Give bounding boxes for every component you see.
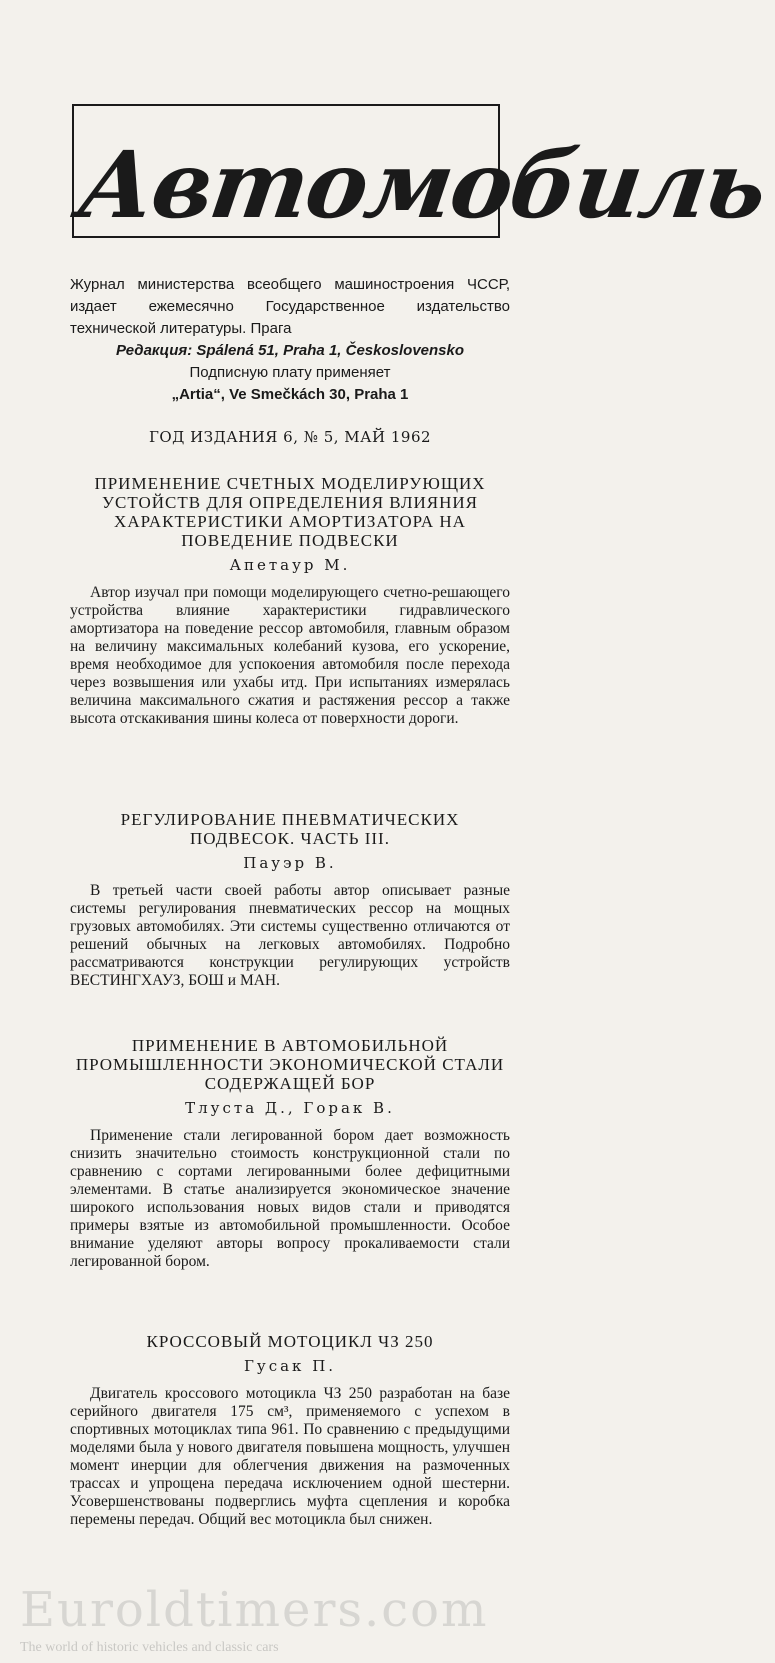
article-summary: Автор изучал при помощи моделирующего счетно-решающего устройства влияние характеристики гидравлического амортизатора на поведение рессор автомобиля, главным образом на величину максимальных колебаний кузова, его ускорение, время необходимое для успокоения автомобиля после перехода через возвышения или ухабы итд. При испытаниях измерялась величина максимального сжатия и растяжения рессор а также высота отскакивания шины колеса от поверхности дороги. xyxy=(70,584,510,727)
agency-address: „Artia“, Ve Smečkách 30, Praha 1 xyxy=(171,386,409,403)
article-summary: Применение стали легированной бором дает возможность снизить значительно стоимость конструкционной стали по сравнению с сортами легированными более дефицитными элементами. В статье анализируется экономическое значение широкого использования новых видов стали и приводятся примеры взятые из автомобильной промышленности. Особое внимание уделяют авторы вопросу прокаливаемости стали легированной бором. xyxy=(70,1127,510,1270)
article-summary: В третьей части своей работы автор описывает разные системы регулирования пневматических рессор на мощных грузовых автомобилях. Эти системы существенно отличаются от решений обычных на легковых автомобилях. Подробно рассматриваются конструкции регулирующих устройств ВЕСТИНГХАУЗ, БОШ и МАН. xyxy=(70,882,510,989)
watermark-logo: Euroldtimers.com xyxy=(20,1582,489,1638)
publisher-info xyxy=(70,274,510,406)
publisher-description: Журнал министерства всеобщего машиностроения ЧССР, издает ежемесячно Государственное издательство технической литературы. Прага xyxy=(70,276,510,337)
magazine-logo: Автомобиль xyxy=(72,131,772,239)
article-author: Пауэр В. xyxy=(243,854,337,872)
article-title: РЕГУЛИРОВАНИЕ ПНЕВМАТИЧЕСКИХ ПОДВЕСОК. ЧАСТЬ III. xyxy=(120,810,460,848)
article-title: ПРИМЕНЕНИЕ СЧЕТНЫХ МОДЕЛИРУЮЩИХ УСТОЙСТВ ДЛЯ ОПРЕДЕЛЕНИЯ ВЛИЯНИЯ ХАРАКТЕРИСТИКИ АМОРТИЗАТОРА НА ПОВЕДЕНИЕ ПОДВЕСКИ xyxy=(94,474,486,550)
article-2 xyxy=(70,810,510,990)
article-author: Тлуста Д., Горак В. xyxy=(185,1099,395,1117)
article-title: ПРИМЕНЕНИЕ В АВТОМОБИЛЬНОЙ ПРОМЫШЛЕННОСТИ ЭКОНОМИЧЕСКОЙ СТАЛИ СОДЕРЖАЩЕЙ БОР xyxy=(75,1036,505,1093)
article-summary: Двигатель кроссового мотоцикла ЧЗ 250 разработан на базе серийного двигателя 175 см³, применяемого с успехом в спортивных мотоциклах типа 961. По сравнению с предыдущими моделями была у нового двигателя повышена мощность, улучшен момент инерции для облегчения движения на размоченных трассах и упрощена передача исключением одной шестерни. Усовершенствованы подверглись муфта сцепления и коробка перемены передач. Общий вес мотоцикла был снижен. xyxy=(70,1385,510,1528)
article-3 xyxy=(70,1036,510,1271)
editorial-address: Spálená 51, Praha 1, Československo xyxy=(196,342,465,359)
issue-line: ГОД ИЗДАНИЯ 6, № 5, МАЙ 1962 xyxy=(148,428,432,446)
article-title: КРОССОВЫЙ МОТОЦИКЛ ЧЗ 250 xyxy=(146,1332,434,1351)
subscription-note: Подписную плату применяет xyxy=(189,364,391,381)
watermark-tagline: The world of historic vehicles and classic cars xyxy=(20,1640,279,1655)
article-author: Гусак П. xyxy=(243,1357,337,1375)
article-4 xyxy=(70,1332,510,1529)
article-author: Апетаур М. xyxy=(229,556,351,574)
editorial-address-line xyxy=(70,340,510,362)
article-1 xyxy=(70,474,510,728)
masthead-frame xyxy=(72,104,772,239)
editorial-label: Редакция: xyxy=(115,342,193,359)
